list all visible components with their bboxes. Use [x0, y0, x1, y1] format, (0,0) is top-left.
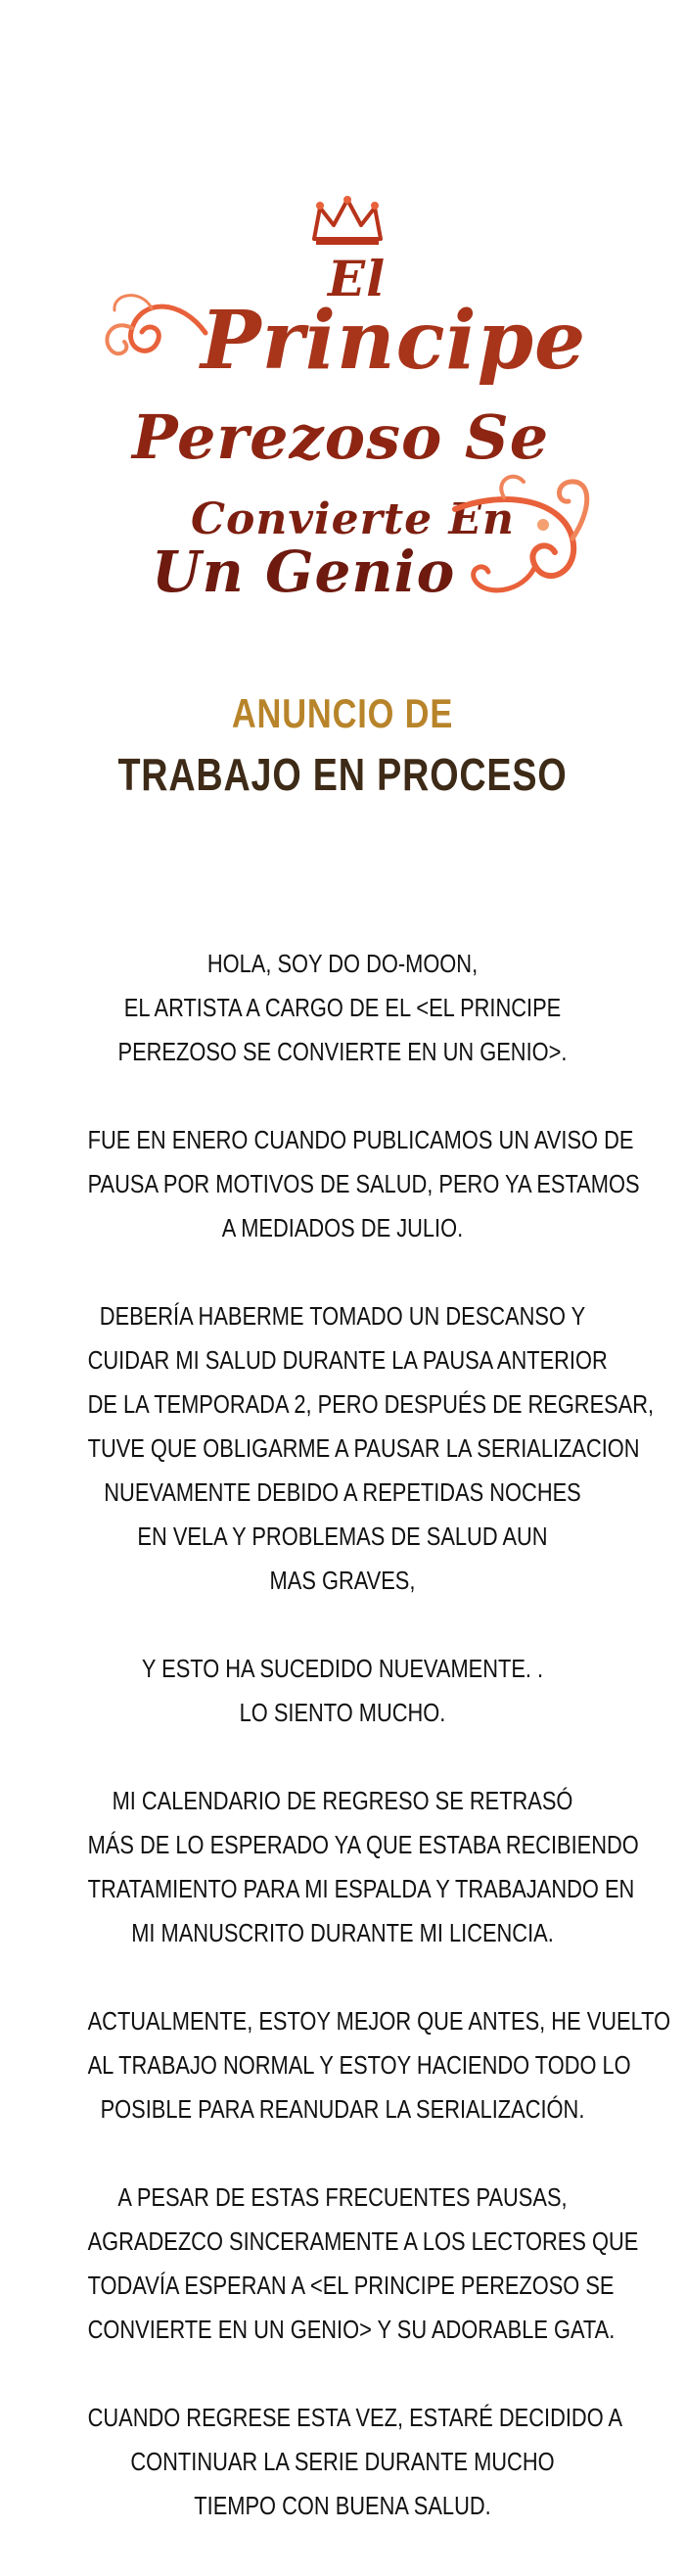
message-line: CONVIERTE EN UN GENIO> Y SU ADORABLE GATA.: [87, 2315, 616, 2344]
message-line: CONTINUAR LA SERIE DURANTE MUCHO: [130, 2447, 555, 2476]
title-line-principe: Principe: [201, 294, 587, 388]
message-line: MI MANUSCRITO DURANTE MI LICENCIA.: [131, 1918, 554, 1947]
message-paragraph: [88, 942, 598, 1074]
message-line: DEBERÍA HABERME TOMADO UN DESCANSO Y: [99, 1301, 586, 1331]
message-line: MAS GRAVES,: [269, 1566, 416, 1595]
message-line: ACTUALMENTE, ESTOY MEJOR QUE ANTES, HE VUELTO: [87, 2006, 671, 2036]
message-line: CUANDO REGRESE ESTA VEZ, ESTARÉ DECIDIDO A: [87, 2403, 623, 2432]
announcement-message: [39, 942, 671, 2572]
message-line: EN VELA Y PROBLEMAS DE SALUD AUN: [137, 1522, 548, 1551]
message-paragraph: [87, 1118, 640, 1250]
message-line: POSIBLE PARA REANUDAR LA SERIALIZACIÓN.: [100, 2094, 585, 2124]
message-line: PAUSA POR MOTIVOS DE SALUD, PERO YA ESTAMOS: [87, 1169, 640, 1198]
message-line: DE LA TEMPORADA 2, PERO DESPUÉS DE REGRESAR,: [87, 1389, 655, 1419]
message-line: AL TRABAJO NORMAL Y ESTOY HACIENDO TODO LO: [87, 2050, 631, 2080]
flourish-ornament-icon: [445, 470, 602, 607]
message-paragraph: [87, 2176, 639, 2352]
message-line: MÁS DE LO ESPERADO YA QUE ESTABA RECIBIENDO: [87, 1830, 639, 1859]
announcement-heading: TRABAJO EN PROCESO: [117, 749, 568, 800]
message-line: A PESAR DE ESTAS FRECUENTES PAUSAS,: [117, 2182, 568, 2212]
message-line: TIEMPO CON BUENA SALUD.: [194, 2491, 491, 2520]
series-title-logo: [93, 196, 602, 617]
message-line: NUEVAMENTE DEBIDO A REPETIDAS NOCHES: [104, 1477, 581, 1507]
message-line: TODAVÍA ESPERAN A <EL PRINCIPE PEREZOSO SE: [87, 2271, 615, 2300]
message-line: HOLA, SOY DO DO-MOON,: [206, 949, 479, 978]
flourish-ornament-icon: [93, 289, 210, 377]
message-paragraph: [88, 1647, 598, 1735]
message-paragraph: [87, 1999, 671, 2131]
announcement-label: ANUNCIO DE: [231, 690, 454, 736]
message-paragraph: [87, 2396, 623, 2528]
message-line: Y ESTO HA SUCEDIDO NUEVAMENTE. .: [141, 1654, 544, 1683]
message-line: LO SIENTO MUCHO.: [239, 1698, 446, 1727]
title-line-el: El: [328, 250, 387, 307]
title-line-perezoso: Perezoso Se: [132, 401, 550, 473]
message-line: TRATAMIENTO PARA MI ESPALDA Y TRABAJANDO EN: [87, 1874, 635, 1903]
crown-icon: [310, 196, 385, 247]
message-line: AGRADEZCO SINCERAMENTE A LOS LECTORES QUE: [87, 2226, 639, 2256]
message-line: TUVE QUE OBLIGARME A PAUSAR LA SERIALIZACION: [87, 1433, 640, 1463]
message-line: FUE EN ENERO CUANDO PUBLICAMOS UN AVISO DE: [87, 1125, 634, 1154]
message-line: CUIDAR MI SALUD DURANTE LA PAUSA ANTERIOR: [87, 1345, 608, 1375]
message-line: EL ARTISTA A CARGO DE EL <EL PRINCIPE: [123, 993, 562, 1022]
message-line: MI CALENDARIO DE REGRESO SE RETRASÓ: [112, 1786, 573, 1815]
message-line: A MEDIADOS DE JULIO.: [221, 1213, 464, 1242]
title-line-genio: Un Genio: [152, 539, 456, 605]
title-line-convierte: Convierte En: [191, 494, 515, 544]
message-paragraph: [87, 1779, 639, 1955]
message-paragraph: [87, 1294, 655, 1603]
message-line: PEREZOSO SE CONVIERTE EN UN GENIO>.: [117, 1037, 568, 1066]
